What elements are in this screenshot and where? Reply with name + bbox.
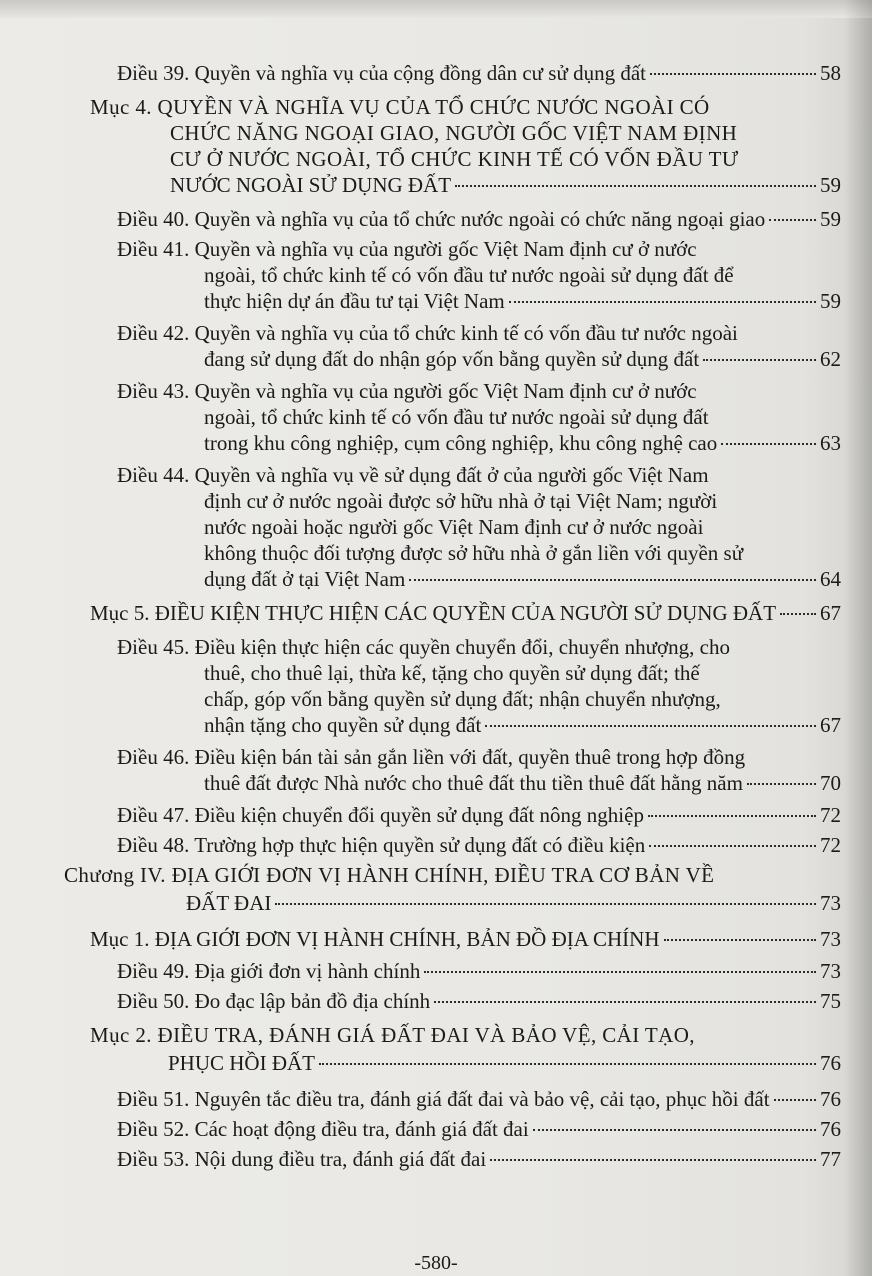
dot-leader: [434, 1001, 816, 1003]
toc-page-number: 73: [820, 891, 841, 915]
dot-leader: [649, 845, 816, 847]
toc-section-title: Mục 5. ĐIỀU KIỆN THỰC HIỆN CÁC QUYỀN CỦA NGƯỜI SỬ DỤNG ĐẤT: [90, 601, 777, 625]
toc-page-number: 67: [820, 713, 841, 737]
toc-page-number: 76: [820, 1051, 841, 1075]
dot-leader: [664, 939, 817, 941]
toc-page-number: 76: [820, 1117, 841, 1141]
toc-section-title: PHỤC HỒI ĐẤT: [168, 1051, 315, 1075]
toc-entry[interactable]: [204, 288, 841, 314]
dot-leader: [780, 613, 816, 615]
page-top-edge: [0, 0, 872, 18]
dot-leader: [774, 1099, 816, 1101]
toc-entry-line: ngoài, tổ chức kinh tế có vốn đầu tư nước ngoài sử dụng đất để: [204, 263, 734, 287]
toc-entry[interactable]: [204, 712, 841, 738]
toc-entry-title: thực hiện dự án đầu tư tại Việt Nam: [204, 289, 505, 313]
toc-entry-line: Điều 45. Điều kiện thực hiện các quyền chuyển đổi, chuyển nhượng, cho: [117, 635, 730, 659]
toc-page-number: 72: [820, 833, 841, 857]
toc-entry[interactable]: [204, 770, 841, 796]
toc-entry-line: Điều 42. Quyền và nghĩa vụ của tổ chức kinh tế có vốn đầu tư nước ngoài: [117, 321, 738, 345]
toc-entry-line: Điều 44. Quyền và nghĩa vụ về sử dụng đất ở của người gốc Việt Nam: [117, 463, 709, 487]
toc-entry-title: đang sử dụng đất do nhận góp vốn bằng quyền sử dụng đất: [204, 347, 700, 371]
page-gutter-shadow: [844, 0, 872, 1276]
toc-section-entry[interactable]: [168, 1050, 841, 1076]
toc-heading-line: CƯ Ở NƯỚC NGOÀI, TỔ CHỨC KINH TẾ CÓ VỐN ĐẦU TƯ: [170, 147, 739, 171]
dot-leader: [455, 185, 816, 187]
toc-entry[interactable]: [117, 1116, 841, 1142]
toc-section-entry[interactable]: [90, 600, 841, 626]
toc-section-title: Mục 1. ĐỊA GIỚI ĐƠN VỊ HÀNH CHÍNH, BẢN ĐỒ ĐỊA CHÍNH: [90, 927, 660, 951]
dot-leader: [703, 359, 816, 361]
toc-heading-line: CHỨC NĂNG NGOẠI GIAO, NGƯỜI GỐC VIỆT NAM ĐỊNH: [170, 121, 738, 145]
toc-entry-line: chấp, góp vốn bằng quyền sử dụng đất; nhận chuyển nhượng,: [204, 687, 721, 711]
toc-chapter-title: ĐẤT ĐAI: [186, 891, 272, 915]
dot-leader: [509, 301, 816, 303]
toc-entry-line: Điều 41. Quyền và nghĩa vụ của người gốc Việt Nam định cư ở nước: [117, 237, 697, 261]
toc-entry[interactable]: [117, 958, 841, 984]
toc-entry[interactable]: [117, 206, 841, 232]
toc-entry-title: Điều 50. Đo đạc lập bản đồ địa chính: [117, 989, 431, 1013]
toc-page-number: 70: [820, 771, 841, 795]
toc-section-entry[interactable]: [90, 926, 841, 952]
toc-entry-line: thuê, cho thuê lại, thừa kế, tặng cho quyền sử dụng đất; thế: [204, 661, 700, 685]
toc-entry-line: Điều 46. Điều kiện bán tài sản gắn liền với đất, quyền thuê trong hợp đồng: [117, 745, 746, 769]
dot-leader: [275, 903, 816, 905]
toc-entry-title: Điều 49. Địa giới đơn vị hành chính: [117, 959, 421, 983]
dot-leader: [409, 579, 816, 581]
toc-entry-line: định cư ở nước ngoài được sở hữu nhà ở tại Việt Nam; người: [204, 489, 718, 513]
dot-leader: [490, 1159, 816, 1161]
dot-leader: [721, 443, 816, 445]
toc-entry-title: Điều 53. Nội dung điều tra, đánh giá đất đai: [117, 1147, 487, 1171]
dot-leader: [769, 219, 816, 221]
dot-leader: [319, 1063, 816, 1065]
dot-leader: [648, 815, 816, 817]
toc-entry[interactable]: [117, 1086, 841, 1112]
dot-leader: [650, 73, 816, 75]
toc-page-number: 77: [820, 1147, 841, 1171]
toc-entry-title: Điều 48. Trường hợp thực hiện quyền sử dụng đất có điều kiện: [117, 833, 646, 857]
toc-page-number: 75: [820, 989, 841, 1013]
toc-entry[interactable]: [117, 832, 841, 858]
toc-entry[interactable]: [117, 802, 841, 828]
toc-entry-title: Điều 47. Điều kiện chuyển đổi quyền sử dụng đất nông nghiệp: [117, 803, 644, 827]
dot-leader: [747, 783, 816, 785]
toc-entry-title: thuê đất được Nhà nước cho thuê đất thu tiền thuê đất hằng năm: [204, 771, 743, 795]
toc-entry[interactable]: [204, 430, 841, 456]
toc-page-number: 76: [820, 1087, 841, 1111]
toc-page-number: 67: [820, 601, 841, 625]
toc-page-number: 59: [820, 173, 841, 197]
toc-page-number: 73: [820, 959, 841, 983]
toc-page-number: 62: [820, 347, 841, 371]
toc-entry-title: NƯỚC NGOÀI SỬ DỤNG ĐẤT: [170, 173, 452, 197]
dot-leader: [485, 725, 816, 727]
toc-page-number: 72: [820, 803, 841, 827]
toc-entry-line: không thuộc đối tượng được sở hữu nhà ở gắn liền với quyền sử: [204, 541, 744, 565]
page-number: -580-: [414, 1252, 458, 1274]
toc-page-number: 73: [820, 927, 841, 951]
toc-entry-line: ngoài, tổ chức kinh tế có vốn đầu tư nước ngoài sử dụng đất: [204, 405, 709, 429]
toc-entry[interactable]: [204, 346, 841, 372]
toc-entry[interactable]: [117, 988, 841, 1014]
toc-entry-line: Điều 43. Quyền và nghĩa vụ của người gốc Việt Nam định cư ở nước: [117, 379, 697, 403]
toc-entry-line: nước ngoài hoặc người gốc Việt Nam định cư ở nước ngoài: [204, 515, 704, 539]
toc-page-number: 59: [820, 289, 841, 313]
toc-page-number: 59: [820, 207, 841, 231]
toc-entry[interactable]: [117, 1146, 841, 1172]
toc-section-heading: Mục 2. ĐIỀU TRA, ĐÁNH GIÁ ĐẤT ĐAI VÀ BẢO VỆ, CẢI TẠO,: [90, 1023, 695, 1047]
toc-entry-title: Điều 39. Quyền và nghĩa vụ của cộng đồng dân cư sử dụng đất: [117, 61, 646, 85]
toc-chapter-entry[interactable]: [186, 890, 841, 916]
dot-leader: [424, 971, 816, 973]
toc-entry-title: nhận tặng cho quyền sử dụng đất: [204, 713, 482, 737]
toc-entry[interactable]: [117, 60, 841, 86]
toc-entry-title: Điều 51. Nguyên tắc điều tra, đánh giá đất đai và bảo vệ, cải tạo, phục hồi đất: [117, 1087, 770, 1111]
toc-chapter-heading: Chương IV. ĐỊA GIỚI ĐƠN VỊ HÀNH CHÍNH, ĐIỀU TRA CƠ BẢN VỀ: [64, 863, 715, 887]
toc-entry[interactable]: [170, 172, 841, 198]
toc-page-number: 64: [820, 567, 841, 591]
toc-entry[interactable]: [204, 566, 841, 592]
toc-entry-title: trong khu công nghiệp, cụm công nghiệp, khu công nghệ cao: [204, 431, 718, 455]
toc-entry-title: dụng đất ở tại Việt Nam: [204, 567, 406, 591]
toc-entry-title: Điều 40. Quyền và nghĩa vụ của tổ chức nước ngoài có chức năng ngoại giao: [117, 207, 766, 231]
dot-leader: [533, 1129, 816, 1131]
toc-entry-title: Điều 52. Các hoạt động điều tra, đánh giá đất đai: [117, 1117, 529, 1141]
toc-page-number: 58: [820, 61, 841, 85]
toc-page-number: 63: [820, 431, 841, 455]
toc-section-heading: Mục 4. QUYỀN VÀ NGHĨA VỤ CỦA TỔ CHỨC NƯỚC NGOÀI CÓ: [90, 95, 710, 119]
